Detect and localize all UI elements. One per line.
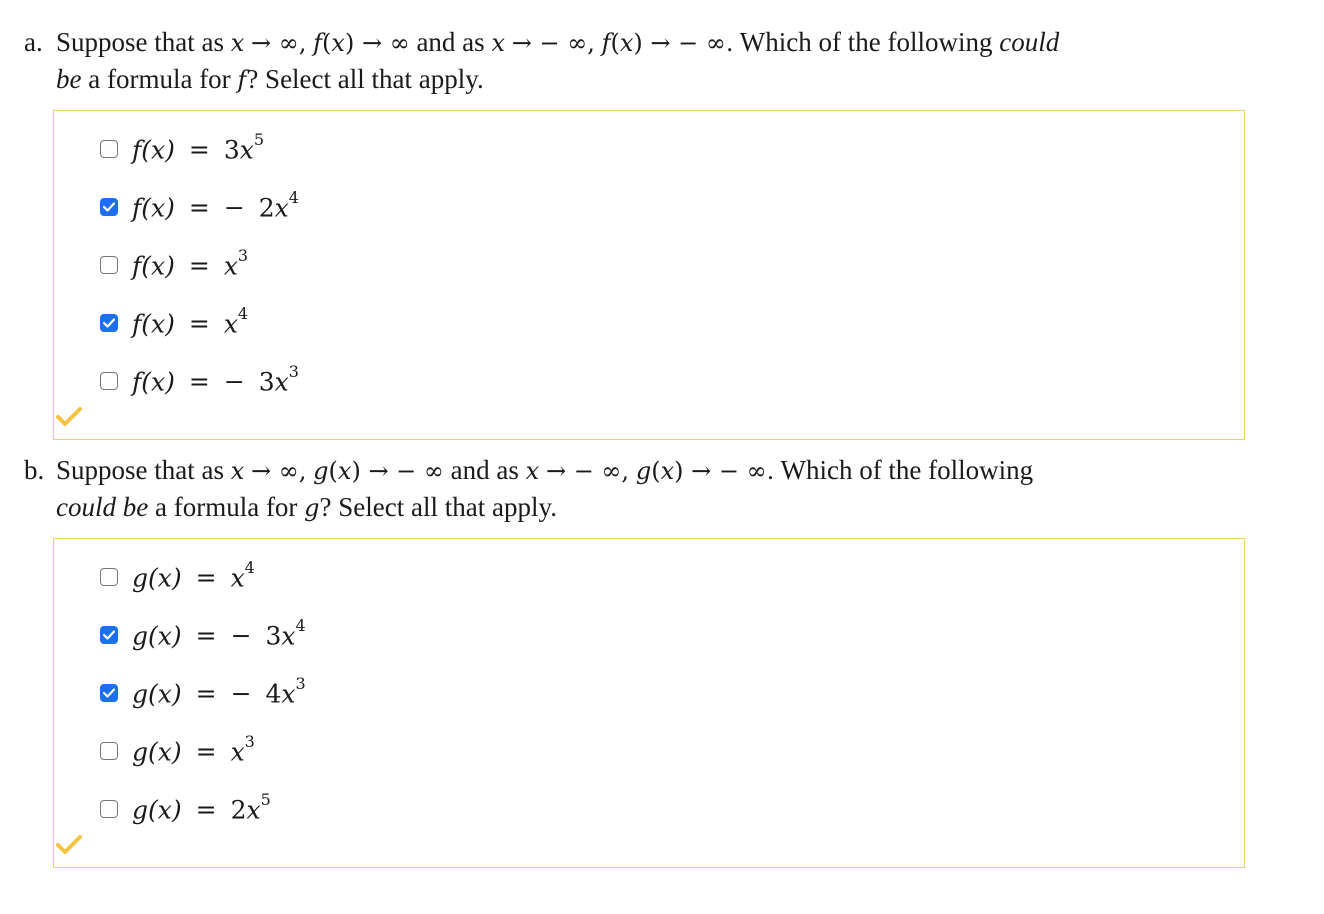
option-exponent: 3	[295, 673, 306, 693]
option-formula: $f(x) = x^4$	[132, 303, 249, 339]
option-exponent: 3	[237, 245, 249, 265]
question-b-label: b.	[24, 455, 45, 485]
option-lhs: f(x)	[132, 309, 175, 339]
option-coefficient: 2	[258, 193, 275, 223]
option-coefficient: 3	[258, 367, 275, 397]
option-lhs: g(x)	[132, 795, 182, 825]
checkbox[interactable]	[100, 800, 118, 818]
checkbox[interactable]	[100, 314, 118, 332]
option-b-2[interactable]	[100, 615, 306, 655]
option-formula: $g(x) = 2x^5$	[132, 789, 271, 825]
option-coefficient: 3	[265, 621, 282, 651]
option-a-3[interactable]	[100, 245, 248, 285]
option-b-4[interactable]	[100, 731, 255, 771]
checkbox[interactable]	[100, 626, 118, 644]
check-icon	[103, 318, 115, 328]
checkmark-icon	[56, 406, 82, 431]
option-a-5[interactable]	[100, 361, 299, 401]
option-b-5[interactable]	[100, 789, 271, 829]
option-formula: $g(x) = x^4$	[132, 557, 255, 593]
option-a-4[interactable]	[100, 303, 248, 343]
check-icon	[103, 202, 115, 212]
question-a-prompt: a. Suppose that as x → ∞, f(x) → ∞ and as x → − ∞, f(x) → − ∞. Which of the following could be a formula for f? Select all that apply.	[24, 24, 1264, 98]
option-lhs: f(x)	[132, 135, 175, 165]
check-icon	[103, 688, 115, 698]
option-sign: −	[230, 679, 252, 709]
option-lhs: f(x)	[132, 251, 175, 281]
option-formula: g(x) = − $3x^4$	[132, 615, 306, 651]
option-coefficient: 2	[230, 795, 247, 825]
option-coefficient: 3	[223, 135, 240, 165]
option-lhs: g(x)	[132, 737, 182, 767]
option-formula: $g(x) = x^3$	[132, 731, 255, 767]
option-formula: $f(x) = x^3$	[132, 245, 249, 281]
option-sign: −	[223, 193, 245, 223]
checkbox[interactable]	[100, 198, 118, 216]
option-b-3[interactable]	[100, 673, 306, 713]
option-formula: f(x) = − $3x^3$	[132, 361, 299, 397]
option-formula: g(x) = − $4x^3$	[132, 673, 306, 709]
checkbox[interactable]	[100, 256, 118, 274]
checkbox[interactable]	[100, 684, 118, 702]
option-exponent: 3	[288, 361, 299, 381]
question-b-prompt: b. Suppose that as x → ∞, g(x) → − ∞ and as x → − ∞, g(x) → − ∞. Which of the following could be a formula for g? Select all that apply.	[24, 452, 1264, 526]
option-lhs: g(x)	[132, 621, 182, 651]
option-lhs: g(x)	[132, 563, 182, 593]
option-sign: −	[230, 621, 252, 651]
option-b-1[interactable]	[100, 557, 255, 597]
answer-box-b	[53, 538, 1245, 868]
check-icon	[103, 630, 115, 640]
option-formula: f(x) = − $2x^4$	[132, 187, 299, 223]
option-exponent: 4	[237, 303, 249, 323]
checkbox[interactable]	[100, 568, 118, 586]
checkmark-icon	[56, 834, 82, 859]
answer-box-a	[53, 110, 1245, 440]
option-lhs: f(x)	[132, 193, 175, 223]
checkbox[interactable]	[100, 140, 118, 158]
option-exponent: 5	[260, 789, 271, 809]
option-exponent: 4	[288, 187, 299, 207]
option-formula: $f(x) = 3x^5$	[132, 129, 265, 165]
option-exponent: 4	[244, 557, 255, 577]
option-exponent: 5	[253, 129, 265, 149]
option-exponent: 4	[295, 615, 306, 635]
option-lhs: g(x)	[132, 679, 182, 709]
option-exponent: 3	[244, 731, 255, 751]
option-a-2[interactable]	[100, 187, 299, 227]
checkbox[interactable]	[100, 742, 118, 760]
question-a-label: a.	[24, 27, 43, 57]
checkbox[interactable]	[100, 372, 118, 390]
option-lhs: f(x)	[132, 367, 175, 397]
option-sign: −	[223, 367, 245, 397]
option-coefficient: 4	[265, 679, 282, 709]
option-a-1[interactable]	[100, 129, 264, 169]
